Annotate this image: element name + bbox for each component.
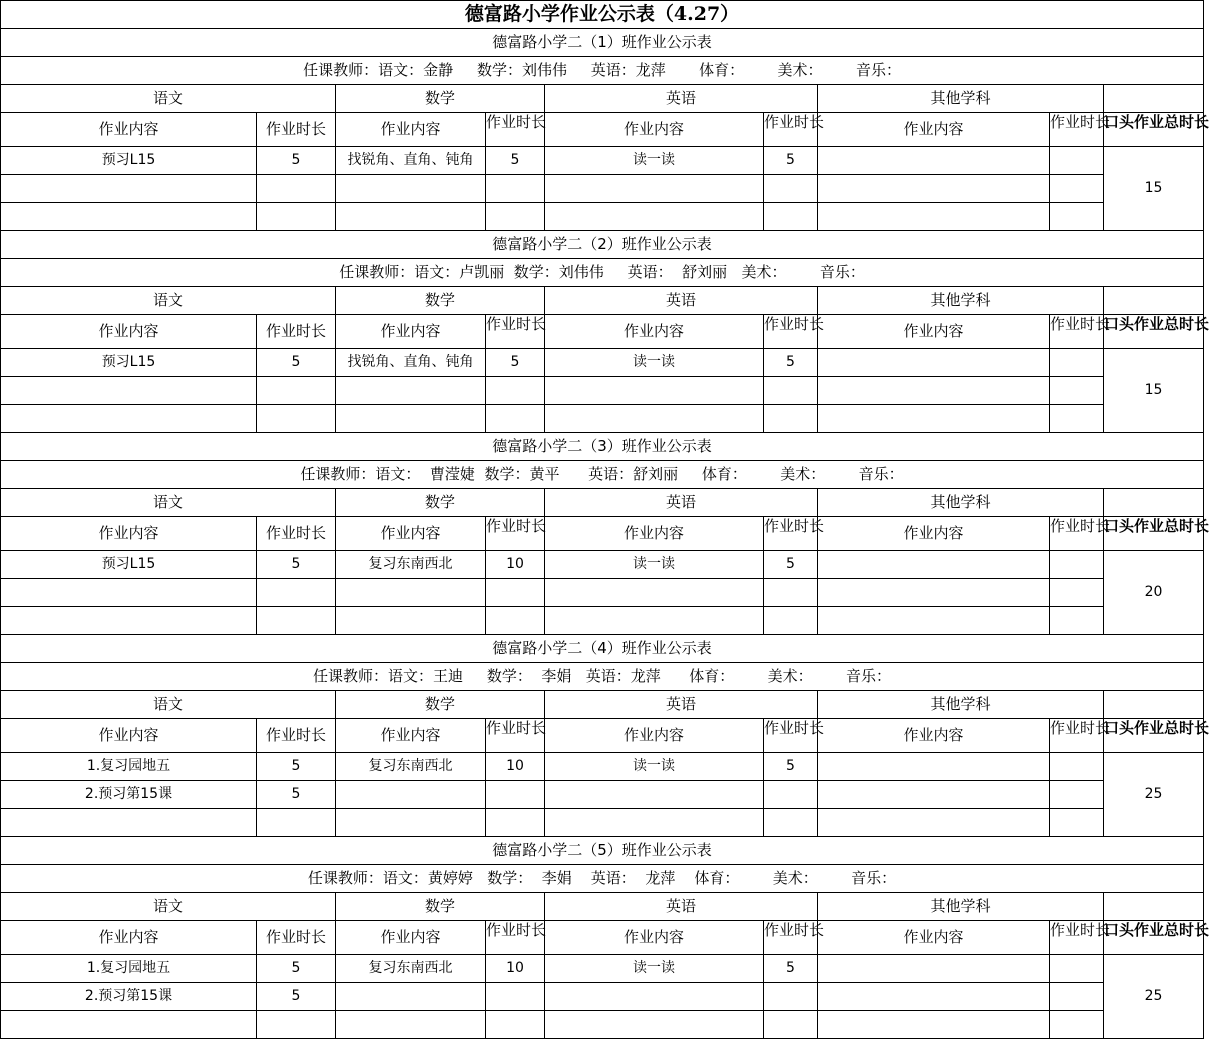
duration-header-text: 作业时长 bbox=[764, 314, 825, 333]
other-content-cell bbox=[818, 203, 1050, 231]
other-time-cell bbox=[1050, 377, 1104, 405]
chinese-time-cell bbox=[257, 607, 336, 635]
content-header: 作业内容 bbox=[818, 921, 1050, 955]
duration-header-text: 作业时长 bbox=[486, 112, 547, 131]
duration-header-text: 作业时长 bbox=[764, 516, 825, 535]
homework-row bbox=[1, 405, 1204, 433]
duration-header bbox=[486, 315, 545, 349]
duration-header bbox=[1050, 516, 1111, 551]
duration-header bbox=[486, 517, 545, 551]
content-header: 作业内容 bbox=[336, 517, 486, 551]
math-content-cell: 复习东南西北 bbox=[336, 753, 486, 781]
math-time-cell bbox=[486, 1011, 545, 1039]
other-content-cell bbox=[818, 147, 1050, 175]
chinese-content-cell bbox=[1, 175, 257, 203]
oral-total-header-text: 口头作业总时长 bbox=[1104, 920, 1209, 939]
duration-header bbox=[486, 921, 545, 955]
english-content-cell bbox=[545, 579, 764, 607]
chinese-content-cell bbox=[1, 579, 257, 607]
other-time-cell bbox=[1050, 405, 1104, 433]
content-header: 作业内容 bbox=[818, 113, 1050, 147]
subject-header-row bbox=[1, 287, 1204, 315]
oral-total-header-text: 口头作业总时长 bbox=[1104, 718, 1209, 737]
duration-header-text: 作业时长 bbox=[1050, 516, 1111, 535]
teachers-row bbox=[1, 865, 1204, 893]
other-content-cell bbox=[818, 753, 1050, 781]
total-time-cell: 15 bbox=[1104, 349, 1204, 433]
subject-math: 数学 bbox=[336, 893, 545, 921]
math-time-cell bbox=[486, 579, 545, 607]
subject-header-row bbox=[1, 85, 1204, 113]
other-time-cell bbox=[1050, 753, 1104, 781]
blank-header-cell bbox=[1104, 85, 1204, 113]
other-time-cell bbox=[1050, 147, 1104, 175]
chinese-time-cell bbox=[257, 175, 336, 203]
english-time-cell bbox=[764, 1011, 818, 1039]
blank-header-cell bbox=[1104, 893, 1204, 921]
duration-header bbox=[1050, 718, 1111, 753]
teachers-line: 任课教师：语文： 曹滢婕 数学：黄平 英语：舒刘丽 体育： 美术： 音乐： bbox=[1, 461, 1204, 489]
homework-row bbox=[1, 175, 1204, 203]
english-time-cell bbox=[764, 203, 818, 231]
subject-math: 数学 bbox=[336, 489, 545, 517]
content-header: 作业内容 bbox=[336, 315, 486, 349]
subject-other: 其他学科 bbox=[818, 85, 1104, 113]
teachers-line: 任课教师：语文：金静 数学：刘伟伟 英语：龙萍 体育： 美术： 音乐： bbox=[1, 57, 1204, 85]
english-time-cell bbox=[764, 579, 818, 607]
total-time-cell: 25 bbox=[1104, 753, 1204, 837]
content-header: 作业内容 bbox=[1, 719, 257, 753]
other-content-cell bbox=[818, 551, 1050, 579]
content-header: 作业内容 bbox=[336, 113, 486, 147]
chinese-time-cell: 5 bbox=[257, 983, 336, 1011]
math-content-cell: 找锐角、直角、钝角 bbox=[336, 147, 486, 175]
other-time-cell bbox=[1050, 781, 1104, 809]
chinese-content-cell bbox=[1, 203, 257, 231]
chinese-content-cell: 1.复习园地五 bbox=[1, 955, 257, 983]
class-name: 德富路小学二（5）班作业公示表 bbox=[1, 837, 1204, 865]
duration-header: 作业时长 bbox=[257, 517, 336, 551]
subject-english: 英语 bbox=[545, 287, 818, 315]
chinese-content-cell: 2.预习第15课 bbox=[1, 983, 257, 1011]
homework-row bbox=[1, 753, 1204, 781]
duration-header-text: 作业时长 bbox=[764, 718, 825, 737]
content-header: 作业内容 bbox=[818, 517, 1050, 551]
duration-header bbox=[764, 112, 825, 147]
duration-header bbox=[1050, 314, 1111, 349]
content-header: 作业内容 bbox=[545, 921, 764, 955]
other-content-cell bbox=[818, 809, 1050, 837]
chinese-time-cell bbox=[257, 405, 336, 433]
duration-header-text: 作业时长 bbox=[1050, 112, 1111, 131]
duration-header bbox=[486, 113, 545, 147]
subject-header-row bbox=[1, 691, 1204, 719]
class-name: 德富路小学二（1）班作业公示表 bbox=[1, 29, 1204, 57]
english-time-cell: 5 bbox=[764, 349, 818, 377]
other-content-cell bbox=[818, 377, 1050, 405]
homework-row bbox=[1, 809, 1204, 837]
content-header: 作业内容 bbox=[545, 719, 764, 753]
subject-chinese: 语文 bbox=[1, 691, 336, 719]
duration-header bbox=[764, 920, 825, 955]
homework-row bbox=[1, 955, 1204, 983]
teachers-row bbox=[1, 461, 1204, 489]
teachers-row bbox=[1, 663, 1204, 691]
oral-total-header-text: 口头作业总时长 bbox=[1104, 112, 1209, 131]
class-name: 德富路小学二（2）班作业公示表 bbox=[1, 231, 1204, 259]
content-header: 作业内容 bbox=[1, 921, 257, 955]
math-content-cell bbox=[336, 781, 486, 809]
chinese-time-cell: 5 bbox=[257, 551, 336, 579]
subject-math: 数学 bbox=[336, 85, 545, 113]
oral-total-header bbox=[1104, 920, 1209, 955]
duration-header bbox=[764, 516, 825, 551]
math-time-cell bbox=[486, 377, 545, 405]
homework-row bbox=[1, 607, 1204, 635]
chinese-time-cell bbox=[257, 579, 336, 607]
chinese-content-cell bbox=[1, 405, 257, 433]
column-header-row bbox=[1, 517, 1204, 551]
math-content-cell: 复习东南西北 bbox=[336, 551, 486, 579]
teachers-row bbox=[1, 259, 1204, 287]
chinese-time-cell: 5 bbox=[257, 955, 336, 983]
chinese-time-cell bbox=[257, 1011, 336, 1039]
math-content-cell: 复习东南西北 bbox=[336, 955, 486, 983]
other-time-cell bbox=[1050, 551, 1104, 579]
english-content-cell bbox=[545, 809, 764, 837]
math-time-cell bbox=[486, 607, 545, 635]
blank-header-cell bbox=[1104, 691, 1204, 719]
subject-math: 数学 bbox=[336, 287, 545, 315]
other-time-cell bbox=[1050, 349, 1104, 377]
duration-header bbox=[764, 718, 825, 753]
class-name: 德富路小学二（4）班作业公示表 bbox=[1, 635, 1204, 663]
other-time-cell bbox=[1050, 607, 1104, 635]
homework-row bbox=[1, 983, 1204, 1011]
math-time-cell: 5 bbox=[486, 147, 545, 175]
math-time-cell bbox=[486, 809, 545, 837]
class-name-row bbox=[1, 29, 1204, 57]
teachers-line: 任课教师：语文：卢凯丽 数学：刘伟伟 英语： 舒刘丽 美术： 音乐： bbox=[1, 259, 1204, 287]
homework-row bbox=[1, 203, 1204, 231]
content-header: 作业内容 bbox=[545, 517, 764, 551]
english-content-cell: 读一读 bbox=[545, 753, 764, 781]
chinese-time-cell: 5 bbox=[257, 753, 336, 781]
other-content-cell bbox=[818, 781, 1050, 809]
english-time-cell bbox=[764, 175, 818, 203]
english-time-cell: 5 bbox=[764, 147, 818, 175]
class-name-row bbox=[1, 635, 1204, 663]
other-time-cell bbox=[1050, 203, 1104, 231]
english-content-cell bbox=[545, 175, 764, 203]
other-time-cell bbox=[1050, 579, 1104, 607]
duration-header-text: 作业时长 bbox=[486, 516, 547, 535]
homework-row bbox=[1, 551, 1204, 579]
column-header-row bbox=[1, 315, 1204, 349]
oral-total-header-text: 口头作业总时长 bbox=[1104, 314, 1209, 333]
class-name: 德富路小学二（3）班作业公示表 bbox=[1, 433, 1204, 461]
chinese-content-cell bbox=[1, 377, 257, 405]
duration-header: 作业时长 bbox=[257, 315, 336, 349]
duration-header bbox=[1050, 920, 1111, 955]
subject-other: 其他学科 bbox=[818, 893, 1104, 921]
other-content-cell bbox=[818, 579, 1050, 607]
english-content-cell: 读一读 bbox=[545, 955, 764, 983]
subject-english: 英语 bbox=[545, 489, 818, 517]
homework-row bbox=[1, 579, 1204, 607]
oral-total-header bbox=[1104, 112, 1209, 147]
total-time-cell: 20 bbox=[1104, 551, 1204, 635]
chinese-content-cell bbox=[1, 1011, 257, 1039]
english-time-cell bbox=[764, 983, 818, 1011]
math-content-cell bbox=[336, 809, 486, 837]
subject-other: 其他学科 bbox=[818, 691, 1104, 719]
english-time-cell bbox=[764, 377, 818, 405]
other-content-cell bbox=[818, 1011, 1050, 1039]
subject-header-row bbox=[1, 893, 1204, 921]
teachers-line: 任课教师：语文：黄婷婷 数学： 李娟 英语： 龙萍 体育： 美术： 音乐： bbox=[1, 865, 1204, 893]
content-header: 作业内容 bbox=[818, 719, 1050, 753]
other-content-cell bbox=[818, 405, 1050, 433]
subject-chinese: 语文 bbox=[1, 489, 336, 517]
oral-total-header-text: 口头作业总时长 bbox=[1104, 516, 1209, 535]
duration-header bbox=[486, 719, 545, 753]
english-content-cell bbox=[545, 203, 764, 231]
english-content-cell: 读一读 bbox=[545, 551, 764, 579]
oral-total-header bbox=[1104, 718, 1209, 753]
homework-row bbox=[1, 147, 1204, 175]
blank-header-cell bbox=[1104, 489, 1204, 517]
chinese-time-cell: 5 bbox=[257, 781, 336, 809]
duration-header-text: 作业时长 bbox=[1050, 314, 1111, 333]
chinese-content-cell bbox=[1, 809, 257, 837]
math-content-cell bbox=[336, 203, 486, 231]
content-header: 作业内容 bbox=[1, 315, 257, 349]
math-time-cell: 5 bbox=[486, 349, 545, 377]
math-time-cell bbox=[486, 781, 545, 809]
subject-english: 英语 bbox=[545, 85, 818, 113]
english-time-cell: 5 bbox=[764, 753, 818, 781]
subject-chinese: 语文 bbox=[1, 287, 336, 315]
other-time-cell bbox=[1050, 955, 1104, 983]
other-content-cell bbox=[818, 955, 1050, 983]
english-content-cell bbox=[545, 983, 764, 1011]
content-header: 作业内容 bbox=[818, 315, 1050, 349]
class-name-row bbox=[1, 837, 1204, 865]
math-time-cell bbox=[486, 405, 545, 433]
subject-english: 英语 bbox=[545, 691, 818, 719]
teachers-line: 任课教师：语文：王迪 数学： 李娟 英语：龙萍 体育： 美术： 音乐： bbox=[1, 663, 1204, 691]
other-content-cell bbox=[818, 607, 1050, 635]
chinese-time-cell bbox=[257, 377, 336, 405]
duration-header-text: 作业时长 bbox=[486, 718, 547, 737]
subject-math: 数学 bbox=[336, 691, 545, 719]
chinese-content-cell: 预习L15 bbox=[1, 349, 257, 377]
english-time-cell bbox=[764, 781, 818, 809]
content-header: 作业内容 bbox=[336, 921, 486, 955]
homework-row bbox=[1, 1011, 1204, 1039]
column-header-row bbox=[1, 719, 1204, 753]
homework-row bbox=[1, 781, 1204, 809]
other-time-cell bbox=[1050, 175, 1104, 203]
duration-header: 作业时长 bbox=[257, 719, 336, 753]
duration-header bbox=[1050, 112, 1111, 147]
other-content-cell bbox=[818, 175, 1050, 203]
duration-header-text: 作业时长 bbox=[1050, 920, 1111, 939]
math-time-cell: 10 bbox=[486, 551, 545, 579]
english-content-cell bbox=[545, 377, 764, 405]
content-header: 作业内容 bbox=[545, 315, 764, 349]
english-content-cell bbox=[545, 781, 764, 809]
subject-english: 英语 bbox=[545, 893, 818, 921]
subject-chinese: 语文 bbox=[1, 85, 336, 113]
oral-total-header bbox=[1104, 314, 1209, 349]
chinese-content-cell bbox=[1, 607, 257, 635]
english-time-cell: 5 bbox=[764, 551, 818, 579]
english-content-cell bbox=[545, 405, 764, 433]
sheet-title: 德富路小学作业公示表（4.27） bbox=[1, 1, 1204, 29]
math-time-cell: 10 bbox=[486, 955, 545, 983]
chinese-content-cell: 预习L15 bbox=[1, 551, 257, 579]
math-content-cell bbox=[336, 1011, 486, 1039]
english-content-cell bbox=[545, 607, 764, 635]
math-content-cell bbox=[336, 983, 486, 1011]
chinese-time-cell: 5 bbox=[257, 349, 336, 377]
chinese-content-cell: 1.复习园地五 bbox=[1, 753, 257, 781]
duration-header-text: 作业时长 bbox=[764, 920, 825, 939]
homework-row bbox=[1, 349, 1204, 377]
math-time-cell bbox=[486, 175, 545, 203]
math-content-cell bbox=[336, 175, 486, 203]
homework-row bbox=[1, 377, 1204, 405]
duration-header: 作业时长 bbox=[257, 921, 336, 955]
math-content-cell bbox=[336, 377, 486, 405]
title-row bbox=[1, 1, 1204, 29]
column-header-row bbox=[1, 921, 1204, 955]
math-content-cell: 找锐角、直角、钝角 bbox=[336, 349, 486, 377]
content-header: 作业内容 bbox=[336, 719, 486, 753]
subject-chinese: 语文 bbox=[1, 893, 336, 921]
other-time-cell bbox=[1050, 809, 1104, 837]
chinese-content-cell: 预习L15 bbox=[1, 147, 257, 175]
english-time-cell: 5 bbox=[764, 955, 818, 983]
duration-header-text: 作业时长 bbox=[1050, 718, 1111, 737]
total-time-cell: 15 bbox=[1104, 147, 1204, 231]
subject-other: 其他学科 bbox=[818, 489, 1104, 517]
content-header: 作业内容 bbox=[1, 113, 257, 147]
blank-header-cell bbox=[1104, 287, 1204, 315]
chinese-time-cell: 5 bbox=[257, 147, 336, 175]
subject-other: 其他学科 bbox=[818, 287, 1104, 315]
total-time-cell: 25 bbox=[1104, 955, 1204, 1039]
oral-total-header bbox=[1104, 516, 1209, 551]
content-header: 作业内容 bbox=[1, 517, 257, 551]
math-time-cell: 10 bbox=[486, 753, 545, 781]
english-time-cell bbox=[764, 809, 818, 837]
duration-header-text: 作业时长 bbox=[486, 314, 547, 333]
other-time-cell bbox=[1050, 1011, 1104, 1039]
subject-header-row bbox=[1, 489, 1204, 517]
english-content-cell: 读一读 bbox=[545, 349, 764, 377]
other-content-cell bbox=[818, 983, 1050, 1011]
math-content-cell bbox=[336, 579, 486, 607]
chinese-time-cell bbox=[257, 203, 336, 231]
column-header-row bbox=[1, 113, 1204, 147]
math-time-cell bbox=[486, 203, 545, 231]
duration-header-text: 作业时长 bbox=[764, 112, 825, 131]
duration-header: 作业时长 bbox=[257, 113, 336, 147]
math-content-cell bbox=[336, 405, 486, 433]
math-content-cell bbox=[336, 607, 486, 635]
english-content-cell bbox=[545, 1011, 764, 1039]
class-name-row bbox=[1, 433, 1204, 461]
chinese-content-cell: 2.预习第15课 bbox=[1, 781, 257, 809]
english-content-cell: 读一读 bbox=[545, 147, 764, 175]
content-header: 作业内容 bbox=[545, 113, 764, 147]
duration-header-text: 作业时长 bbox=[486, 920, 547, 939]
class-name-row bbox=[1, 231, 1204, 259]
english-time-cell bbox=[764, 405, 818, 433]
math-time-cell bbox=[486, 983, 545, 1011]
duration-header bbox=[764, 314, 825, 349]
chinese-time-cell bbox=[257, 809, 336, 837]
teachers-row bbox=[1, 57, 1204, 85]
english-time-cell bbox=[764, 607, 818, 635]
other-time-cell bbox=[1050, 983, 1104, 1011]
other-content-cell bbox=[818, 349, 1050, 377]
